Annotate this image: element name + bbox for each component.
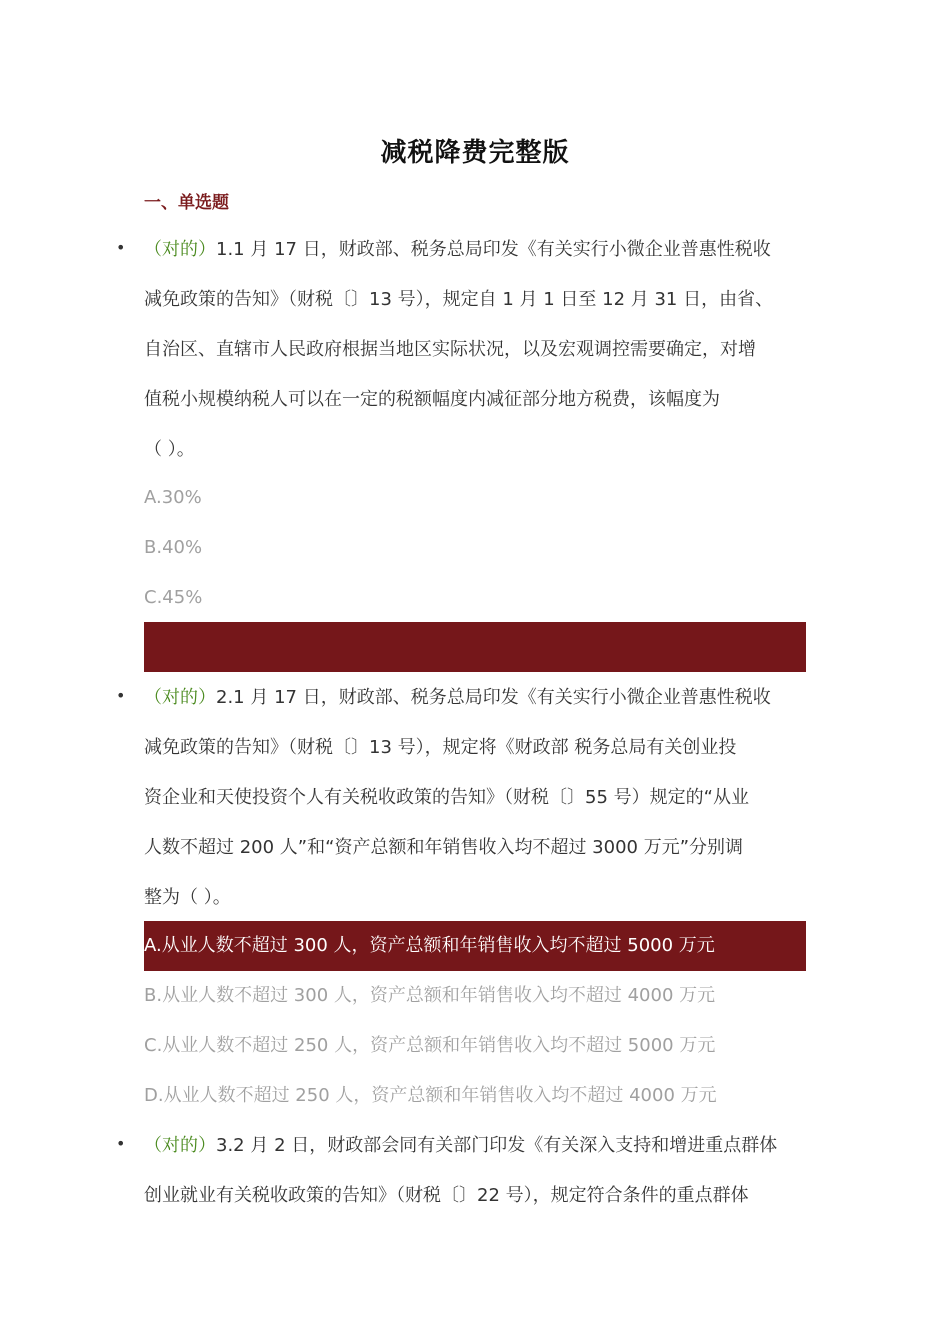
option-d-selected[interactable] bbox=[144, 622, 806, 672]
option-d[interactable]: D.从业人数不超过 250 人，资产总额和年销售收入均不超过 4000 万元 bbox=[144, 1085, 717, 1106]
option-b[interactable]: B.从业人数不超过 300 人，资产总额和年销售收入均不超过 4000 万元 bbox=[144, 985, 716, 1006]
question-text: 2.1 月 17 日，财政部、税务总局印发《有关实行小微企业普惠性税收 bbox=[216, 687, 771, 708]
question-text-line: 值税小规模纳税人可以在一定的税额幅度内减征部分地方税费，该幅度为 bbox=[144, 389, 720, 410]
answer-status-tag: （对的） bbox=[144, 239, 216, 260]
bullet-icon: • bbox=[116, 1134, 126, 1153]
question-text-line: （ ）。 bbox=[144, 439, 195, 460]
answer-status-tag: （对的） bbox=[144, 687, 216, 708]
option-c[interactable]: C.45% bbox=[144, 587, 203, 608]
question-text-line: 创业就业有关税收政策的告知》（财税〔〕22 号），规定符合条件的重点群体 bbox=[144, 1185, 749, 1206]
document-title: 减税降费完整版 bbox=[380, 138, 570, 168]
option-a-selected[interactable]: A.从业人数不超过 300 人，资产总额和年销售收入均不超过 5000 万元 bbox=[144, 921, 806, 971]
option-c[interactable]: C.从业人数不超过 250 人，资产总额和年销售收入均不超过 5000 万元 bbox=[144, 1035, 716, 1056]
question-first-line bbox=[144, 673, 806, 723]
section-heading: 一、单选题 bbox=[144, 193, 229, 213]
question-text-line: 人数不超过 200 人”和“资产总额和年销售收入均不超过 3000 万元”分别调 bbox=[144, 837, 744, 858]
question-first-line bbox=[144, 1121, 806, 1171]
question-first-line bbox=[144, 225, 806, 275]
question-text-line: 整为（ ）。 bbox=[144, 887, 231, 908]
question-text: 3.2 月 2 日，财政部会同有关部门印发《有关深入支持和增进重点群体 bbox=[216, 1135, 778, 1156]
question-text-line: 资企业和天使投资个人有关税收政策的告知》（财税〔〕55 号）规定的“从业 bbox=[144, 787, 749, 808]
answer-status-tag: （对的） bbox=[144, 1135, 216, 1156]
question-text-line: 自治区、直辖市人民政府根据当地区实际状况，以及宏观调控需要确定，对增 bbox=[144, 339, 756, 360]
option-a[interactable]: A.30% bbox=[144, 487, 202, 508]
question-text: 1.1 月 17 日，财政部、税务总局印发《有关实行小微企业普惠性税收 bbox=[216, 239, 771, 260]
bullet-icon: • bbox=[116, 686, 126, 705]
question-text-line: 减免政策的告知》（财税〔〕13 号），规定自 1 月 1 日至 12 月 31 日，由省、 bbox=[144, 289, 774, 310]
option-b[interactable]: B.40% bbox=[144, 537, 203, 558]
question-text-line: 减免政策的告知》（财税〔〕13 号），规定将《财政部 税务总局有关创业投 bbox=[144, 737, 737, 758]
bullet-icon: • bbox=[116, 238, 126, 257]
